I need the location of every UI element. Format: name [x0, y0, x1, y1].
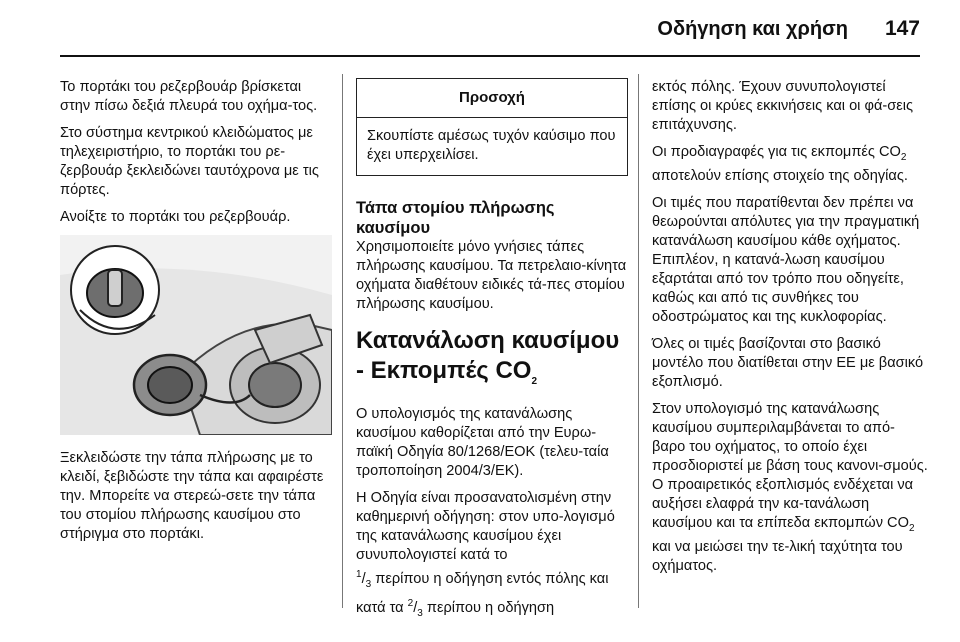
heading-fuel-consumption: Κατανάλωση καυσίμου - Εκπομπές $CO_2$ — [356, 327, 620, 387]
fuel-cap-illustration — [60, 235, 332, 435]
paragraph-co2-spec: Οι προδιαγραφές για τις εκπομπές $CO_2$ αποτελούν επίσης στοιχείο της οδηγίας. — [652, 144, 908, 184]
paragraph-open-door: Ανοίξτε το πορτάκι του ρεζερβουάρ. — [60, 209, 291, 225]
column-2 — [356, 78, 628, 630]
caution-text: Σκουπίστε αμέσως τυχόν καύσιμο που έχει υπερχειλίσει. — [367, 128, 616, 163]
column-divider-2 — [638, 74, 639, 608]
column-1 — [60, 78, 332, 552]
page-number: 147 — [884, 17, 920, 40]
paragraph-base-model: Όλες οι τιμές βασίζονται στο βασικό μοντέλο που διατίθεται στην ΕΕ με βασικό εξοπλισμό. — [652, 335, 924, 390]
paragraph-cold-starts: εκτός πόλης. Έχουν συνυπολογιστεί επίσης οι κρύες εκκινήσεις και οι φά-σεις επιτάχυνσης. — [652, 79, 914, 133]
paragraph-unlock-cap: Ξεκλειδώστε την τάπα πλήρωσης με το κλειδί, ξεβιδώστε την τάπα και αφαιρέστε την. Μπορείτε να στερεώ-σετε την τάπα του στομίου πλήρωσης καυσίμου στο στήριγμα στο πορτάκι. — [60, 450, 324, 542]
caution-box — [356, 78, 628, 176]
paragraph-curb-weight: Στον υπολογισμό της κατανάλωσης καυσίμου συμπεριλαμβάνεται το από-βαρο του οχήματος, το οποίο έχει προσδιοριστεί με βάση τους κανονι-σμούς. Ο προαιρετικός εξοπλισμός ενδέχεται να αυξήσει ελαφρά την κα-τανάλωση καυσίμου και τα επίπεδα εκπομπών $CO_2$ και να μειώσει την τε-λική ταχύτητα του οχήματος. — [652, 400, 928, 574]
paragraph-directive: Ο υπολογισμός της κατανάλωσης καυσίμου καθορίζεται από την Ευρω-παϊκή Οδηγία 80/1268/ΕΟΚ (τελευ-ταία τροποποίηση 2004/3/ΕΚ). — [356, 405, 609, 479]
page-header — [0, 0, 960, 56]
header-rule — [60, 55, 920, 57]
paragraph-central-locking: Στο σύστημα κεντρικού κλειδώματος με τηλεχειριστήριο, το πορτάκι του ρε-ζερβουάρ ξεκλειδώνει ταυτόχρονα με τις πόρτες. — [60, 125, 319, 198]
paragraph-values-not-absolute: Οι τιμές που παρατίθενται δεν πρέπει να θεωρούνται απόλυτες για την πραγματική κατανάλωση καυσίμου κάθε οχήματος. Επιπλέον, η κατανά-λωση καυσίμου εξαρτάται από τον τρόπο που οδηγείτε, καθώς και από τις συνθήκες του οδοστρώματος και της κυκλοφορίας. — [652, 194, 920, 325]
heading-fuel-caps: Τάπα στομίου πλήρωσης καυσίμου — [356, 199, 555, 237]
paragraph-urban-share: Η Οδηγία είναι προσανατολισμένη στην καθημερινή οδήγηση: στον υπο-λογισμό της κατανάλωσης καυσίμου έχει συνυπολογιστεί κατά το $^1/_3$ περίπου η οδήγηση εντός πόλης και κατά τα $^2/_3$ περίπου η οδήγηση — [356, 489, 615, 619]
paragraph-fuel-caps: Χρησιμοποιείτε μόνο γνήσιες τάπες πλήρωσης καυσίμου. Τα πετρελαιο-κίνητα οχήματα διαθέτουν ειδικές τά-πες στομίου πλήρωσης καυσίμου. — [356, 239, 627, 312]
column-3 — [652, 78, 928, 584]
column-divider-1 — [342, 74, 343, 608]
section-title: Οδήγηση και χρήση — [657, 18, 848, 40]
caution-title: Προσοχή — [357, 79, 627, 118]
paragraph-fuel-door-location: Το πορτάκι του ρεζερβουάρ βρίσκεται στην πίσω δεξιά πλευρά του οχήμα-τος. — [60, 79, 318, 114]
